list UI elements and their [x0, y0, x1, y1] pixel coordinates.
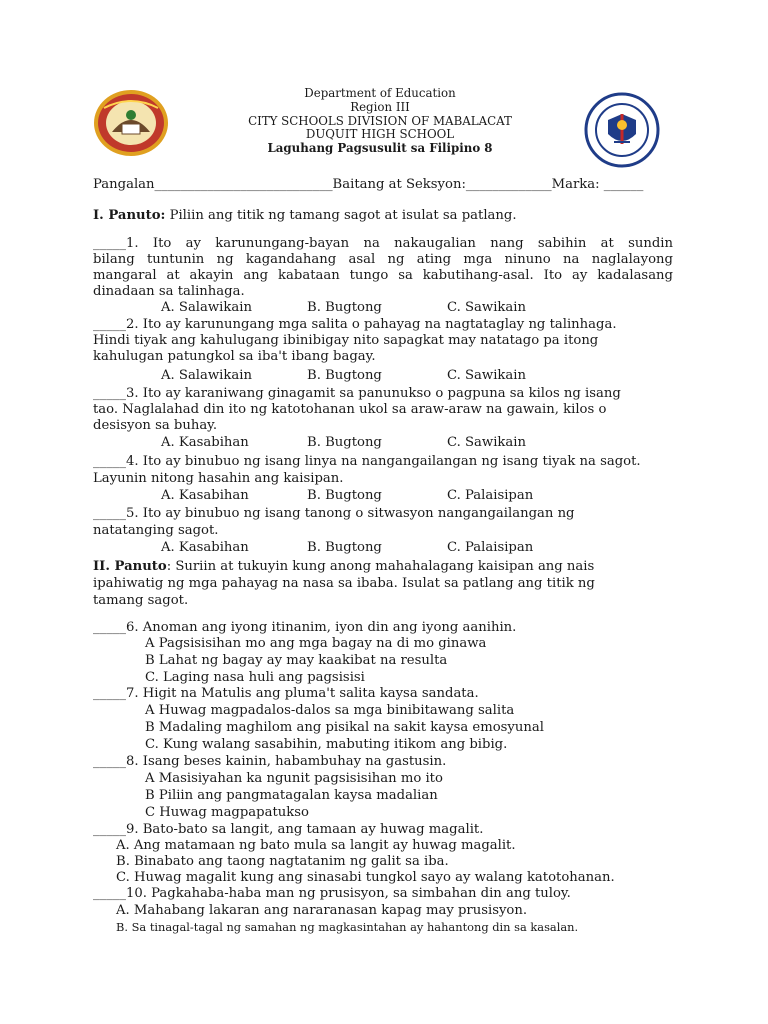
- q6-choice-b: B Lahat ng bagay ay may kaakibat na resulta: [145, 653, 448, 668]
- part1-heading: I. Panuto:: [93, 208, 166, 223]
- q3-choice-b: B. Bugtong: [307, 435, 382, 450]
- q2-line-1: _____2. Ito ay karunungang mga salita o pahayag na nagtataglay ng talinhaga.: [93, 317, 617, 332]
- q7-choice-a: A Huwag magpadalos-dalos sa mga binibitawang salita: [145, 703, 515, 718]
- q7-stem: _____7. Higit na Matulis ang pluma't salita kaysa sandata.: [93, 686, 479, 701]
- q3-line-3: desisyon sa buhay.: [93, 418, 218, 433]
- q3-line-2: tao. Naglalahad din ito ng katotohanan ukol sa araw-araw na gawain, kilos o: [93, 402, 607, 417]
- q4-choice-c: C. Palaisipan: [447, 488, 534, 503]
- q1-line-3: mangaral at akayin ang kabataan tungo sa kabutihang-asal. Ito ay kadalasang: [93, 268, 673, 283]
- q8-choice-b: B Piliin ang pangmatagalan kaysa madalian: [145, 788, 438, 803]
- q10-choice-b: B. Sa tinagal-tagal ng samahan ng magkasintahan ay hahantong din sa kasalan.: [116, 920, 579, 934]
- q7-choice-c: C. Kung walang sasabihin, mabuting itikom ang bibig.: [145, 737, 508, 752]
- q10-choice-a: A. Mahabang lakaran ang nararanasan kapag may prusisyon.: [116, 903, 528, 918]
- q4-choice-b: B. Bugtong: [307, 488, 382, 503]
- q1-choice-a: A. Salawikain: [161, 300, 252, 315]
- q5-line-1: _____5. Ito ay binubuo ng isang tanong o sitwasyon nangangailangan ng: [93, 506, 575, 521]
- school-name: DUQUIT HIGH SCHOOL: [305, 127, 455, 142]
- region-name: Region III: [350, 99, 410, 114]
- deped-seal-logo: [584, 92, 660, 168]
- student-info-line: [93, 177, 673, 193]
- q3-line-1: _____3. Ito ay karaniwang ginagamit sa panunukso o pagpuna sa kilos ng isang: [93, 386, 621, 401]
- q8-choice-c: C Huwag magpapatukso: [145, 805, 309, 820]
- q7-choice-b: B Madaling maghilom ang pisikal na sakit kaysa emosyunal: [145, 720, 544, 735]
- score-field[interactable]: Marka: ______: [551, 177, 644, 192]
- q5-choice-a: A. Kasabihan: [161, 540, 249, 555]
- q1-choice-c: C. Sawikain: [447, 300, 526, 315]
- q5-choice-c: C. Palaisipan: [447, 540, 534, 555]
- document-header: [180, 87, 580, 156]
- q3-choice-a: A. Kasabihan: [161, 435, 249, 450]
- part2-instruction-line-2: ipahiwatig ng mga pahayag na nasa sa ibaba. Isulat sa patlang ang titik ng: [93, 576, 595, 591]
- q4-line-1: _____4. Ito ay binubuo ng isang linya na nangangailangan ng isang tiyak na sagot.: [93, 454, 641, 469]
- q6-choice-a: A Pagsisisihan mo ang mga bagay na di mo ginawa: [145, 636, 487, 651]
- q9-choice-a: A. Ang matamaan ng bato mula sa langit ay huwag magalit.: [116, 838, 516, 853]
- q2-choice-a: A. Salawikain: [161, 368, 252, 383]
- part2-instruction-line-1: [93, 559, 673, 575]
- q8-stem: _____8. Isang beses kainin, habambuhay na gastusin.: [93, 754, 447, 769]
- q9-choice-c: C. Huwag magalit kung ang sinasabi tungkol sayo ay walang katotohanan.: [116, 870, 615, 885]
- q2-choice-c: C. Sawikain: [447, 368, 526, 383]
- name-field[interactable]: Pangalan___________________________: [93, 177, 333, 192]
- q6-choice-c: C. Laging nasa huli ang pagsisisi: [145, 670, 365, 685]
- division-name: CITY SCHOOLS DIVISION OF MABALACAT: [248, 113, 512, 128]
- q9-choice-b: B. Binabato ang taong nagtatanim ng galit sa iba.: [116, 854, 449, 869]
- q5-choice-b: B. Bugtong: [307, 540, 382, 555]
- q1-line-4: dinadaan sa talinhaga.: [93, 284, 245, 299]
- q10-stem: _____10. Pagkahaba-haba man ng prusisyon, sa simbahan din ang tuloy.: [93, 886, 571, 901]
- part1-instruction: [93, 208, 673, 224]
- school-logo: [92, 88, 170, 158]
- q4-choice-a: A. Kasabihan: [161, 488, 249, 503]
- department-name: Department of Education: [304, 86, 456, 100]
- q3-choice-c: C. Sawikain: [447, 435, 526, 450]
- q2-line-2: Hindi tiyak ang kahulugang ibinibigay nito sapagkat may natatago pa itong: [93, 333, 599, 348]
- q5-line-2: natatanging sagot.: [93, 523, 219, 538]
- part2-instruction-line-3: tamang sagot.: [93, 593, 189, 608]
- q6-stem: _____6. Anoman ang iyong itinanim, iyon din ang iyong aanihin.: [93, 620, 517, 635]
- q9-stem: _____9. Bato-bato sa langit, ang tamaan ay huwag magalit.: [93, 822, 484, 837]
- exam-title: Laguhang Pagsusulit sa Filipino 8: [267, 141, 493, 156]
- q2-choice-b: B. Bugtong: [307, 368, 382, 383]
- part2-heading: II. Panuto: [93, 559, 167, 574]
- q1-choice-b: B. Bugtong: [307, 300, 382, 315]
- part1-instruction-text: Piliin ang titik ng tamang sagot at isulat sa patlang.: [165, 208, 517, 223]
- part2-instruction-text: : Suriin at tukuyin kung anong mahahalagang kaisipan ang nais: [166, 559, 595, 574]
- q1-line-2: bilang tuntunin ng kagandahang asal ng ating mga ninuno na naglalayong: [93, 252, 673, 267]
- q2-line-3: kahulugan patungkol sa iba't ibang bagay.: [93, 349, 376, 364]
- section-field[interactable]: Baitang at Seksyon:_____________: [332, 177, 552, 192]
- q4-line-2: Layunin nitong hasahin ang kaisipan.: [93, 471, 344, 486]
- q8-choice-a: A Masisiyahan ka ngunit pagsisisihan mo ito: [145, 771, 443, 786]
- q1-line-1: _____1. Ito ay karunungang-bayan na nakaugalian nang sabihin at sundin: [93, 236, 673, 251]
